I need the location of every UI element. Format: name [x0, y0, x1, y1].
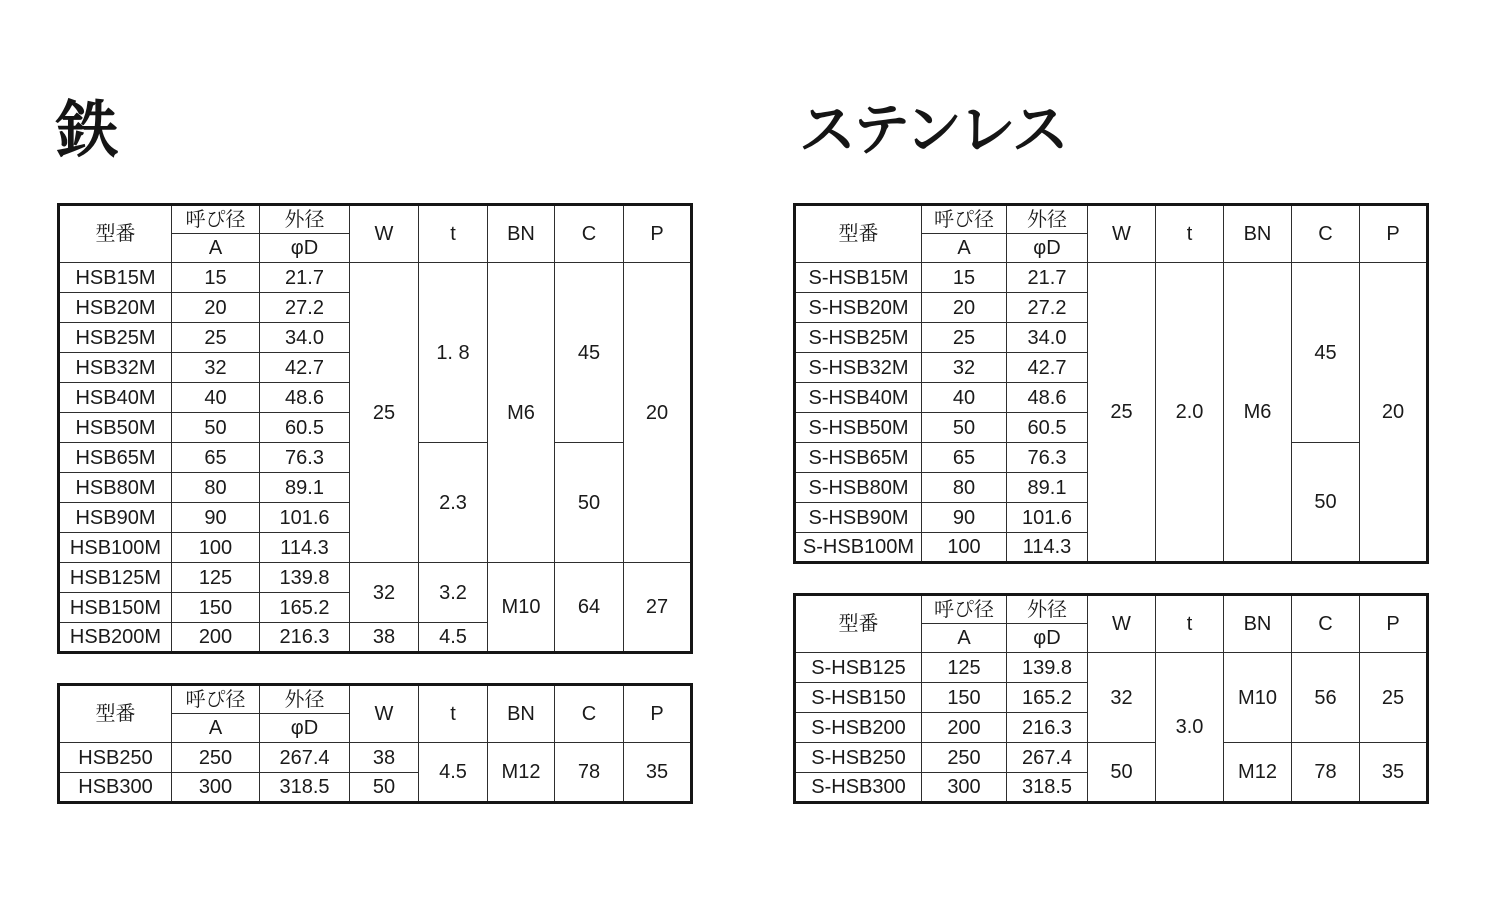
table-cell: 100 [922, 533, 1007, 563]
header-cell: 呼ぴ径 [922, 595, 1007, 624]
table-cell: 80 [172, 473, 260, 503]
table-row [795, 653, 1428, 683]
table-cell: HSB80M [59, 473, 172, 503]
table-cell: 2.0 [1156, 263, 1224, 563]
table-cell: HSB32M [59, 353, 172, 383]
table-cell: 15 [172, 263, 260, 293]
table-row [795, 743, 1428, 773]
table-cell: HSB50M [59, 413, 172, 443]
table-row [795, 263, 1428, 293]
table-cell: 90 [172, 503, 260, 533]
table-cell: 27.2 [260, 293, 350, 323]
table-cell: 318.5 [260, 773, 350, 803]
table-cell: S-HSB25M [795, 323, 922, 353]
table-cell: 40 [922, 383, 1007, 413]
table-cell: 125 [172, 563, 260, 593]
header-cell: P [1360, 595, 1428, 653]
table-cell: 139.8 [260, 563, 350, 593]
table-row [59, 743, 692, 773]
header-cell: A [172, 234, 260, 263]
table-cell: 35 [624, 743, 692, 803]
table-cell: 50 [1292, 443, 1360, 563]
header-cell: 型番 [59, 205, 172, 263]
table-cell: 27 [624, 563, 692, 653]
table-cell: 20 [922, 293, 1007, 323]
table-cell: 32 [922, 353, 1007, 383]
table-cell: 38 [350, 623, 419, 653]
table-cell: 318.5 [1007, 773, 1088, 803]
header-cell: t [1156, 595, 1224, 653]
header-cell: BN [488, 685, 555, 743]
header-cell: 外径 [260, 205, 350, 234]
table-cell: M10 [1224, 653, 1292, 743]
iron-large-size-spec-table [57, 683, 693, 804]
table-cell: 42.7 [260, 353, 350, 383]
table-cell: 89.1 [1007, 473, 1088, 503]
table-cell: 267.4 [1007, 743, 1088, 773]
table-cell: M12 [1224, 743, 1292, 803]
table-cell: M6 [488, 263, 555, 563]
table-cell: S-HSB15M [795, 263, 922, 293]
table-cell: 4.5 [419, 623, 488, 653]
table-cell: S-HSB150 [795, 683, 922, 713]
table-cell: 250 [922, 743, 1007, 773]
header-cell: 型番 [795, 595, 922, 653]
table-cell: HSB20M [59, 293, 172, 323]
table-cell: 4.5 [419, 743, 488, 803]
table-cell: HSB300 [59, 773, 172, 803]
table-cell: HSB125M [59, 563, 172, 593]
table-cell: HSB100M [59, 533, 172, 563]
table-cell: 40 [172, 383, 260, 413]
header-cell: 外径 [1007, 205, 1088, 234]
table-cell: S-HSB50M [795, 413, 922, 443]
header-cell: C [555, 205, 624, 263]
table-cell: 21.7 [260, 263, 350, 293]
header-cell: A [922, 624, 1007, 653]
table-cell: S-HSB80M [795, 473, 922, 503]
table-cell: 3.2 [419, 563, 488, 623]
table-cell: 216.3 [260, 623, 350, 653]
table-cell: S-HSB32M [795, 353, 922, 383]
table-cell: 45 [555, 263, 624, 443]
header-cell: W [350, 205, 419, 263]
table-cell: S-HSB40M [795, 383, 922, 413]
header-cell: 型番 [59, 685, 172, 743]
table-cell: S-HSB100M [795, 533, 922, 563]
header-cell: 呼ぴ径 [172, 205, 260, 234]
header-cell: φD [260, 234, 350, 263]
stainless-section-title: ステンレス [799, 98, 1067, 162]
table-cell: 21.7 [1007, 263, 1088, 293]
table-cell: 48.6 [260, 383, 350, 413]
table-cell: 45 [1292, 263, 1360, 443]
table-cell: 38 [350, 743, 419, 773]
table-cell: 42.7 [1007, 353, 1088, 383]
table-cell: 60.5 [260, 413, 350, 443]
table-cell: 250 [172, 743, 260, 773]
table-cell: 150 [172, 593, 260, 623]
table-cell: HSB40M [59, 383, 172, 413]
table-cell: 27.2 [1007, 293, 1088, 323]
table-cell: HSB150M [59, 593, 172, 623]
table-cell: S-HSB90M [795, 503, 922, 533]
table-cell: 1. 8 [419, 263, 488, 443]
table-cell: 90 [922, 503, 1007, 533]
table-cell: 300 [172, 773, 260, 803]
table-cell: S-HSB20M [795, 293, 922, 323]
header-cell: C [1292, 595, 1360, 653]
table-cell: 78 [555, 743, 624, 803]
stainless-main-spec-table [793, 203, 1429, 564]
header-cell: t [1156, 205, 1224, 263]
table-cell: 25 [1088, 263, 1156, 563]
table-cell: HSB25M [59, 323, 172, 353]
table-cell: 76.3 [260, 443, 350, 473]
header-cell: P [624, 205, 692, 263]
table-cell: 125 [922, 653, 1007, 683]
table-cell: HSB15M [59, 263, 172, 293]
header-cell: A [172, 714, 260, 743]
header-cell: 外径 [1007, 595, 1088, 624]
table-cell: 100 [172, 533, 260, 563]
header-cell: P [624, 685, 692, 743]
header-cell: BN [1224, 595, 1292, 653]
table-cell: 48.6 [1007, 383, 1088, 413]
table-cell: 300 [922, 773, 1007, 803]
table-cell: HSB90M [59, 503, 172, 533]
table-cell: M6 [1224, 263, 1292, 563]
table-cell: 20 [1360, 263, 1428, 563]
header-cell: W [1088, 595, 1156, 653]
table-cell: 76.3 [1007, 443, 1088, 473]
table-cell: 114.3 [1007, 533, 1088, 563]
table-cell: 78 [1292, 743, 1360, 803]
table-cell: 150 [922, 683, 1007, 713]
table-row [59, 263, 692, 293]
table-cell: 25 [1360, 653, 1428, 743]
table-cell: HSB250 [59, 743, 172, 773]
table-cell: 20 [624, 263, 692, 563]
table-cell: 34.0 [1007, 323, 1088, 353]
table-cell: 25 [350, 263, 419, 563]
table-cell: 65 [922, 443, 1007, 473]
stainless-large-size-spec-table [793, 593, 1429, 804]
header-cell: C [555, 685, 624, 743]
table-cell: 34.0 [260, 323, 350, 353]
table-cell: 165.2 [1007, 683, 1088, 713]
table-cell: 114.3 [260, 533, 350, 563]
table-cell: M10 [488, 563, 555, 653]
table-cell: 25 [172, 323, 260, 353]
header-cell: BN [1224, 205, 1292, 263]
table-cell: 216.3 [1007, 713, 1088, 743]
table-cell: 50 [1088, 743, 1156, 803]
table-row [59, 563, 692, 593]
iron-section-title: 鉄 [56, 96, 119, 165]
table-cell: S-HSB200 [795, 713, 922, 743]
header-cell: BN [488, 205, 555, 263]
table-cell: 50 [350, 773, 419, 803]
iron-main-spec-table [57, 203, 693, 654]
table-cell: 56 [1292, 653, 1360, 743]
table-cell: 20 [172, 293, 260, 323]
header-cell: 型番 [795, 205, 922, 263]
table-cell: 50 [172, 413, 260, 443]
header-cell: φD [1007, 234, 1088, 263]
table-cell: 50 [922, 413, 1007, 443]
table-cell: 64 [555, 563, 624, 653]
table-cell: 35 [1360, 743, 1428, 803]
table-cell: 101.6 [260, 503, 350, 533]
header-cell: W [1088, 205, 1156, 263]
table-cell: HSB200M [59, 623, 172, 653]
table-cell: 267.4 [260, 743, 350, 773]
table-cell: 165.2 [260, 593, 350, 623]
table-cell: 3.0 [1156, 653, 1224, 803]
table-cell: 60.5 [1007, 413, 1088, 443]
table-cell: 65 [172, 443, 260, 473]
table-cell: 200 [922, 713, 1007, 743]
header-cell: W [350, 685, 419, 743]
table-cell: 2.3 [419, 443, 488, 563]
header-cell: P [1360, 205, 1428, 263]
header-cell: φD [1007, 624, 1088, 653]
header-cell: 呼ぴ径 [922, 205, 1007, 234]
table-cell: HSB65M [59, 443, 172, 473]
table-cell: S-HSB300 [795, 773, 922, 803]
table-cell: 25 [922, 323, 1007, 353]
table-cell: 200 [172, 623, 260, 653]
header-cell: t [419, 205, 488, 263]
table-cell: 32 [350, 563, 419, 623]
header-cell: t [419, 685, 488, 743]
table-cell: 101.6 [1007, 503, 1088, 533]
table-cell: M12 [488, 743, 555, 803]
table-cell: 15 [922, 263, 1007, 293]
table-cell: 80 [922, 473, 1007, 503]
table-cell: 32 [1088, 653, 1156, 743]
table-cell: S-HSB65M [795, 443, 922, 473]
table-cell: 32 [172, 353, 260, 383]
header-cell: A [922, 234, 1007, 263]
table-cell: 89.1 [260, 473, 350, 503]
header-cell: 呼ぴ径 [172, 685, 260, 714]
header-cell: φD [260, 714, 350, 743]
header-cell: 外径 [260, 685, 350, 714]
table-cell: 139.8 [1007, 653, 1088, 683]
table-cell: S-HSB250 [795, 743, 922, 773]
table-cell: S-HSB125 [795, 653, 922, 683]
table-cell: 50 [555, 443, 624, 563]
header-cell: C [1292, 205, 1360, 263]
